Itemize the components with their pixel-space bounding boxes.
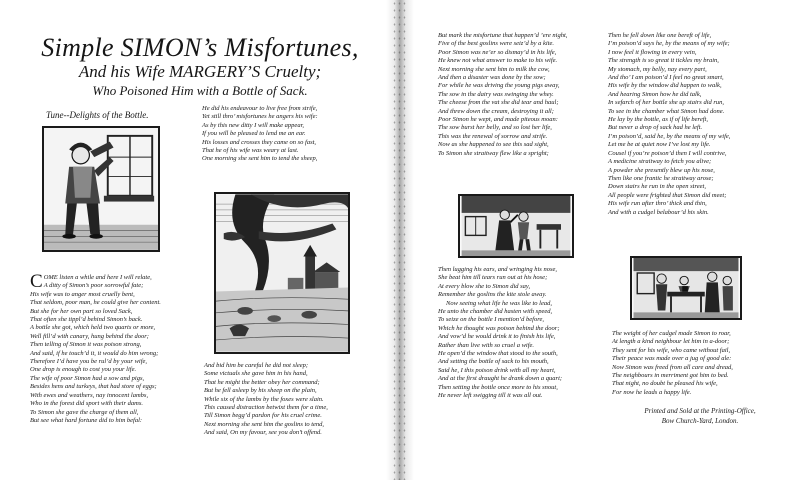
woodcut-landscape-art bbox=[216, 194, 348, 352]
verse-line: Next morning she sent him to milk the cow, bbox=[438, 65, 550, 73]
verse-line: Poor Simon he wept, and made piteous moan: bbox=[438, 116, 558, 124]
verse-line: I’m poison’d says he, by the means of my wife; bbox=[608, 40, 730, 48]
verse-line: For while he was driving the young pigs away, bbox=[438, 82, 560, 90]
right-column-2-top bbox=[608, 32, 730, 217]
left-column-1 bbox=[30, 271, 161, 425]
woodcut-simon-drinking-art bbox=[44, 128, 158, 250]
verse-line: Then setting the bottle once more to his snout, bbox=[438, 383, 558, 391]
verse-line: But never a drop of sack had he left. bbox=[608, 124, 703, 132]
verse-line: At length a kind neighbour let him in a-door; bbox=[612, 338, 730, 346]
verse-line: And hearing Simon how he did talk, bbox=[608, 90, 702, 98]
verse-line: Down stairs he run in the open street, bbox=[608, 183, 706, 191]
verse-line: That often she tippl’d behind Simon’s back. bbox=[30, 316, 143, 324]
tune-line: Tune--Delights of the Bottle. bbox=[46, 110, 149, 120]
verse-line: A medicine straitway to fetch you alive; bbox=[608, 158, 712, 166]
verse-line: That night, no doubt he pleased his wife, bbox=[612, 380, 718, 388]
left-column-2-top bbox=[202, 105, 318, 164]
ballad-subtitle-2: Who Poisoned Him with a Bottle of Sack. bbox=[92, 83, 308, 98]
verse-line: A bottle she got, which held two quarts or more, bbox=[30, 324, 156, 332]
verse-line: And setting the bottle of sack to his mouth, bbox=[438, 358, 549, 366]
verse-line: The strength is so great it tickles my brain, bbox=[608, 57, 719, 65]
verse-line: His wife was to anger most cruelly bent, bbox=[30, 290, 135, 298]
verse-line: Cousel if you’re poison’d then I will contrive, bbox=[608, 149, 727, 157]
right-column-1-top bbox=[438, 32, 567, 158]
verse-line-text: OME listen a while and here I will relate, bbox=[43, 274, 152, 281]
verse-line: Now Simon was freed from all care and dread, bbox=[612, 363, 733, 371]
woodcut-landscape bbox=[214, 192, 350, 354]
ballad-title: Simple SIMON’s Misfortunes, bbox=[41, 33, 359, 62]
verse-line: As by this new ditty I will make appear, bbox=[202, 121, 305, 129]
verse-line: She beat him till tears run out at his hose; bbox=[438, 274, 548, 282]
verse-line: One morning she sent him to tend the sheep, bbox=[202, 155, 318, 163]
verse-line: Some victuals she gave him in his hand, bbox=[204, 370, 308, 378]
verse-line: He open’d the window that stood to the south, bbox=[438, 350, 558, 358]
verse-line: A ditty of Simon’s poor sorrowful fate; bbox=[43, 282, 144, 290]
verse-line: The sow in the dairy was swinging the whey. bbox=[438, 90, 554, 98]
right-column-2-bottom bbox=[612, 330, 733, 397]
verse-line: And bid him be careful he did not sleep; bbox=[204, 362, 309, 369]
verse-line: And tho’ I am poison’d I feel no great smart, bbox=[608, 74, 724, 82]
verse-line: And said, On my favour, see you don’t offend. bbox=[204, 429, 322, 437]
verse-line: Next morning she sent him the goslins to tend, bbox=[204, 420, 325, 428]
imprint-line-2: Bow Church-Yard, London. bbox=[661, 417, 739, 425]
woodcut-wife-beating-simon-art bbox=[460, 196, 572, 256]
verse-line: If you will be pleased to lend me an ear. bbox=[202, 130, 306, 138]
verse-line: Well fill’d with canary, hung behind the door; bbox=[30, 332, 149, 340]
verse-line: Then lugging his ears, and wringing his nose, bbox=[438, 266, 557, 273]
left-column-2-bottom bbox=[204, 362, 328, 438]
verse-line: To Simon she gave the charge of them all, bbox=[30, 408, 139, 416]
verse-line: The neighbours in merriment got him to bed. bbox=[612, 372, 729, 380]
verse-line: Their peace was made over a jug of good ale: bbox=[612, 355, 732, 363]
verse-line: And said, if he touch’d it, it would do him wrong; bbox=[30, 349, 159, 357]
verse-line: Poor Simon was ne’er so dismay’d in his life, bbox=[438, 48, 557, 56]
verse-line: That seldom, poor man, he could give her content. bbox=[30, 299, 161, 307]
verse-line: And at the first draught he drank down a quart; bbox=[438, 375, 563, 383]
verse-line: Let me be at quiet now I’ve lost my life. bbox=[608, 141, 711, 149]
verse-line: Then telling of Simon it was poison strong, bbox=[30, 341, 142, 349]
verse-line: Who in the forest did sport with their dams. bbox=[30, 400, 143, 408]
verse-line: With ewes and weathers, nay innocent lambs, bbox=[30, 391, 149, 399]
verse-line: This was the renewal of sorrow and strife. bbox=[438, 132, 548, 140]
verse-line: To see in the chamber what Simon had done. bbox=[608, 107, 725, 115]
verse-line: He lay by the bottle, as if of life bereft, bbox=[608, 116, 708, 124]
woodcut-neighbours-ale bbox=[630, 256, 742, 320]
verse-line: His wife by the window did happen to walk, bbox=[608, 82, 722, 90]
verse-line: Yet still thro’ misfortunes he angers his wife: bbox=[202, 113, 318, 121]
verse-line: He did his endeavour to live free from strife, bbox=[202, 105, 318, 112]
verse-line: Till Simon begg’d pardon for his cruel crime. bbox=[204, 412, 322, 420]
verse-line: I now feel it flowing in every vein, bbox=[608, 48, 697, 56]
verse-line: That he might the better obey her command; bbox=[204, 378, 320, 386]
verse-line: I’m poison’d, said he, by the means of my wife, bbox=[608, 132, 731, 140]
woodcut-simon-drinking bbox=[42, 126, 160, 252]
verse-line: His wife run after thro’ thick and thin, bbox=[608, 200, 707, 208]
verse-line: And threw down the cream, destroying it all; bbox=[438, 107, 554, 115]
verse-line: While six of the lambs by the foxes were slain. bbox=[204, 395, 324, 403]
verse-line: The sow burst her belly, and so lost her life, bbox=[438, 124, 552, 132]
verse-line: One drop is enough to cost you your life. bbox=[30, 366, 137, 374]
verse-line: Besides hens and turkeys, that had store of eggs; bbox=[30, 383, 157, 391]
verse-line: Therefore I’d have you be rul’d by your wife, bbox=[30, 358, 148, 366]
woodcut-neighbours-ale-art bbox=[632, 258, 740, 318]
ballad-subtitle: And his Wife MARGERY’S Cruelty; bbox=[78, 62, 322, 81]
verse-line: Then like one frantic he straitway arose; bbox=[608, 174, 714, 182]
verse-line: Now as she happened to see this sad sight, bbox=[438, 141, 549, 149]
printer-imprint bbox=[614, 406, 786, 426]
verse-line: The weight of her cudgel made Simon to roar, bbox=[612, 330, 731, 337]
verse-line: They sent for his wife, who came without fail, bbox=[612, 346, 731, 354]
verse-line: But she for her own part so loved Sack, bbox=[30, 307, 133, 315]
verse-line: Five of the best goslins were seiz’d by a kite. bbox=[438, 40, 555, 48]
verse-line: But see what hard fortune did to him befal: bbox=[30, 416, 143, 424]
verse-line: The cheese from the vat she did tear and haul; bbox=[438, 99, 559, 107]
verse-line: All people were frighted that Simon did meet; bbox=[608, 191, 727, 199]
verse-line: At every blow she to Simon did say, bbox=[438, 282, 531, 290]
verse-line: Then he fell down like one bereft of life, bbox=[608, 32, 712, 39]
right-page bbox=[400, 0, 800, 480]
verse-line: My stomach, my belly, nay every part, bbox=[608, 65, 707, 73]
verse-line: The wife of poor Simon had a sow and pigs, bbox=[30, 374, 145, 382]
verse-line: Which he thought was poison behind the door; bbox=[438, 324, 560, 332]
verse-line: And vow’d he would drink it to finish his life, bbox=[438, 333, 556, 341]
verse-line: Said he, I this poison drink with all my heart, bbox=[438, 366, 556, 374]
gutter-speckle bbox=[392, 0, 406, 480]
right-column-1-bottom bbox=[438, 266, 562, 401]
verse-line: To seize on the bottle I mention’d before, bbox=[438, 316, 545, 324]
verse-line: But he fell asleep by his sheep on the plain, bbox=[204, 387, 317, 395]
imprint-line-1: Printed and Sold at the Printing-Office, bbox=[644, 407, 756, 415]
verse-line: He never left swigging till it was all out. bbox=[438, 392, 543, 400]
verse-line: That he of his wife was weary at last. bbox=[202, 147, 299, 155]
verse-line: He knew not what answer to make to his wife. bbox=[438, 57, 558, 65]
verse-line: To Simon she straitway flew like a spright; bbox=[438, 149, 549, 157]
woodcut-wife-beating-simon bbox=[458, 194, 574, 258]
verse-line: He unto the chamber did hasten with speed, bbox=[438, 308, 553, 316]
verse-line: This caused distraction betwixt them for a time, bbox=[204, 404, 328, 412]
verse-line: Rather than live with so cruel a wife. bbox=[438, 341, 535, 349]
verse-line: His losses and crosses they came on so fast, bbox=[202, 138, 317, 146]
verse-line: In sefarch of her bottle she up stairs did run, bbox=[608, 99, 725, 107]
verse-line: Remember the goslins the kite stole away. bbox=[438, 291, 547, 299]
verse-line: Now seeing what life he was like to lead, bbox=[446, 299, 552, 307]
drop-cap-c: C bbox=[30, 271, 43, 292]
verse-line: And with a cudgel belabour’d his skin. bbox=[608, 208, 709, 216]
verse-line: A powder she presently blew up his nose, bbox=[608, 166, 715, 174]
verse-line: But mark the misfortune that happen’d ’ere night, bbox=[438, 32, 568, 39]
verse-line: And then a disaster was done by the sow; bbox=[438, 74, 546, 82]
verse-line: For now he leads a happy life. bbox=[612, 388, 692, 396]
